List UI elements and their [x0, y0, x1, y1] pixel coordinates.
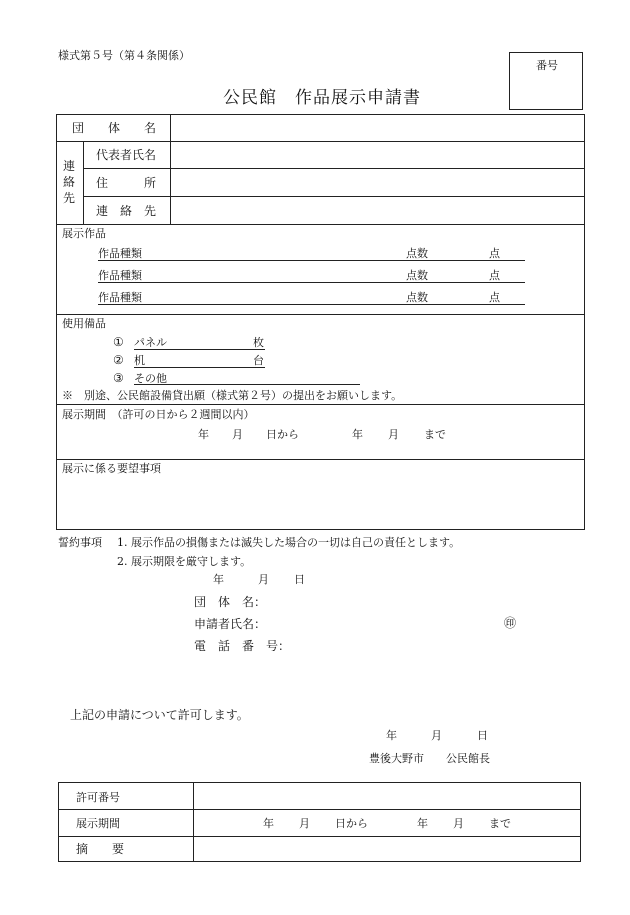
equipment-note: ※ 別途、公民館設備貸出願（様式第２号）の提出をお願いします。: [62, 389, 403, 402]
work-row-line-3[interactable]: [98, 304, 525, 305]
address-label: 住 所: [96, 176, 157, 190]
applicant-phone-field[interactable]: [270, 636, 510, 654]
work-kind-label-3: 作品種類: [98, 291, 142, 304]
permit-number-field[interactable]: [194, 783, 580, 809]
work-row-line-2[interactable]: [98, 282, 525, 283]
work-row-line-1[interactable]: [98, 260, 525, 261]
page-title: 公民館 作品展示申請書: [223, 88, 421, 108]
number-box-label: 番号: [536, 59, 558, 72]
work-count-label-2: 点数: [406, 269, 428, 282]
rep-name-label: 代表者氏名: [96, 148, 157, 162]
remarks-label: 摘 要: [76, 842, 125, 856]
work-unit-2: 点: [489, 269, 500, 282]
period-until: まで: [424, 428, 446, 441]
work-kind-label-2: 作品種類: [98, 269, 142, 282]
date-year: 年: [213, 573, 224, 586]
work-unit-3: 点: [489, 291, 500, 304]
pledge-item-2: 2. 展示期限を厳守します。: [117, 555, 252, 568]
seal-mark: ㊞: [504, 616, 517, 630]
contact-side-label-2: 絡: [63, 175, 76, 189]
works-section-label: 展示作品: [62, 227, 106, 240]
requests-field[interactable]: [57, 478, 584, 529]
rep-name-field[interactable]: [171, 142, 584, 168]
applicant-name-label: 申請者氏名：: [194, 617, 267, 631]
equipment-name-2: 机: [134, 354, 145, 367]
org-name-label: 団 体 名: [72, 121, 157, 135]
period-label: 展示期間 （許可の日から２週間以内）: [62, 408, 255, 421]
bottom-period-year-2: 年: [417, 817, 428, 830]
pledge-label: 誓約事項: [58, 536, 102, 549]
contact-side-label-1: 連: [63, 159, 76, 173]
work-count-label-3: 点数: [406, 291, 428, 304]
form-number: 様式第５号（第４条関係）: [58, 49, 190, 62]
contact-field[interactable]: [171, 197, 584, 224]
date-month: 月: [258, 573, 269, 586]
requests-label: 展示に係る要望事項: [62, 462, 161, 475]
equipment-num-2: ②: [113, 353, 124, 367]
equipment-line-3[interactable]: [134, 384, 360, 385]
address-field[interactable]: [171, 169, 584, 196]
equipment-section-label: 使用備品: [62, 317, 106, 330]
equipment-unit-1: 枚: [253, 336, 264, 349]
contact-label: 連 絡 先: [96, 204, 157, 218]
date-day: 日: [294, 573, 305, 586]
work-unit-1: 点: [489, 247, 500, 260]
equipment-name-1: パネル: [134, 336, 167, 349]
org-name-field[interactable]: [171, 115, 584, 141]
contact-side-label-3: 先: [63, 191, 76, 205]
applicant-phone-label: 電 話 番 号：: [194, 639, 291, 653]
approval-day: 日: [477, 729, 488, 742]
equipment-line-2[interactable]: [134, 367, 265, 368]
approval-text: 上記の申請について許可します。: [70, 708, 249, 722]
applicant-org-field[interactable]: [270, 592, 510, 610]
work-count-label-1: 点数: [406, 247, 428, 260]
period-year-1: 年: [198, 428, 209, 441]
approval-year: 年: [386, 729, 397, 742]
applicant-org-label: 団 体 名：: [194, 595, 267, 609]
bottom-period-until: まで: [489, 817, 511, 830]
period-day-from: 日から: [266, 428, 299, 441]
remarks-field[interactable]: [194, 837, 580, 861]
equipment-num-1: ①: [113, 335, 124, 349]
approval-month: 月: [431, 729, 442, 742]
equipment-line-1[interactable]: [134, 349, 265, 350]
work-kind-label-1: 作品種類: [98, 247, 142, 260]
period-month-2: 月: [388, 428, 399, 441]
pledge-item-1: 1. 展示作品の損傷または滅失した場合の一切は自己の責任とします。: [117, 536, 461, 549]
bottom-period-label: 展示期間: [76, 817, 120, 830]
bottom-period-year-1: 年: [263, 817, 274, 830]
period-year-2: 年: [352, 428, 363, 441]
equipment-name-3: その他: [134, 372, 167, 385]
bottom-period-month-1: 月: [299, 817, 310, 830]
period-month-1: 月: [232, 428, 243, 441]
permit-number-label: 許可番号: [76, 791, 120, 804]
applicant-name-field[interactable]: [270, 614, 500, 632]
approver-name: 豊後大野市 公民館長: [369, 752, 490, 765]
bottom-period-day-from: 日から: [335, 817, 368, 830]
equipment-num-3: ③: [113, 371, 124, 385]
equipment-unit-2: 台: [253, 354, 264, 367]
bottom-period-month-2: 月: [453, 817, 464, 830]
